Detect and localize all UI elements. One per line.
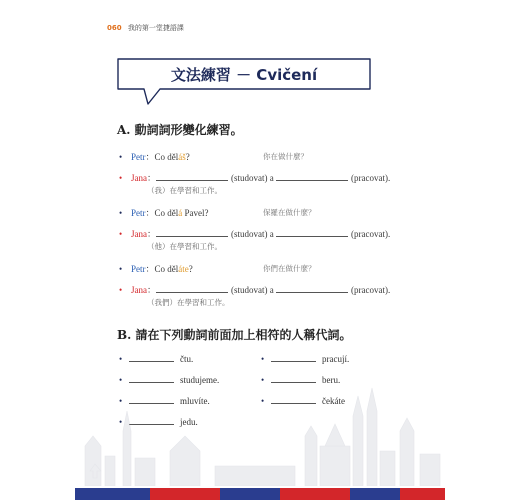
answer-separator: ：	[147, 173, 157, 183]
prague-skyline-illustration	[75, 376, 445, 486]
list-item: • jedu.	[119, 417, 198, 427]
speaker-name: Petr	[131, 208, 146, 218]
answer-blank[interactable]	[271, 354, 316, 362]
answer-blank[interactable]	[156, 229, 228, 237]
answer-line	[119, 227, 390, 240]
answer-line	[119, 283, 390, 296]
question-suffix: Pavel?	[182, 208, 209, 218]
question-line	[119, 206, 209, 219]
answer-hint-2: (pracovat).	[351, 173, 391, 183]
question-translation: 保羅在做什麼？	[263, 208, 316, 217]
answer-hint-2: (pracovat).	[351, 229, 391, 239]
verb-ending: áte	[178, 264, 189, 274]
question-line	[119, 150, 190, 163]
answer-translation: （他）在學習和工作。	[147, 242, 222, 251]
section-a-heading: A. 動詞詞形變化練習。	[117, 123, 243, 137]
speaker-name: Jana	[131, 285, 147, 295]
answer-blank[interactable]	[276, 285, 348, 293]
bullet-icon: •	[119, 208, 123, 218]
answer-blank[interactable]	[276, 229, 348, 237]
verb-stem: děl	[167, 264, 179, 274]
title-box	[0, 0, 520, 120]
bullet-icon: •	[119, 173, 123, 183]
answer-blank[interactable]	[156, 173, 228, 181]
answer-blank[interactable]	[129, 354, 174, 362]
list-item: • čekáte	[261, 396, 345, 406]
exercise-title: 文法練習 － Cvičení	[170, 66, 318, 84]
question-prefix: ：Co	[145, 264, 168, 274]
answer-translation: （我們）在學習和工作。	[147, 298, 230, 307]
list-item: • čtu.	[119, 354, 194, 364]
bullet-icon: •	[119, 229, 123, 239]
list-item: • beru.	[261, 375, 341, 385]
verb-ending: áš	[178, 152, 186, 162]
flag-stripe-decoration	[0, 488, 520, 500]
answer-separator: ：	[147, 285, 157, 295]
answer-blank[interactable]	[156, 285, 228, 293]
list-item: • mluvíte.	[119, 396, 210, 406]
bullet-icon: •	[119, 285, 123, 295]
question-translation: 你在做什麼？	[263, 152, 308, 161]
question-suffix: ?	[185, 152, 190, 162]
speaker-name: Petr	[131, 264, 146, 274]
list-item: • pracují.	[261, 354, 350, 364]
answer-hint-1: (studovat) a	[231, 229, 274, 239]
answer-hint-2: (pracovat).	[351, 285, 391, 295]
bullet-icon: •	[119, 264, 123, 274]
page-number: 060	[107, 24, 122, 32]
verb-ending: á	[178, 208, 183, 218]
section-b-heading: B. 請在下列動詞前面加上相符的人稱代詞。	[117, 328, 352, 342]
question-line	[119, 262, 193, 275]
answer-separator: ：	[147, 229, 157, 239]
answer-blank[interactable]	[276, 173, 348, 181]
verb-stem: děl	[167, 208, 179, 218]
answer-hint-1: (studovat) a	[231, 285, 274, 295]
book-title: 我的第一堂捷語課	[127, 24, 184, 32]
question-prefix: ：Co	[145, 152, 168, 162]
answer-line	[119, 171, 390, 184]
answer-hint-1: (studovat) a	[231, 173, 274, 183]
question-translation: 你們在做什麼？	[263, 264, 316, 273]
answer-translation: （我）在學習和工作。	[147, 186, 222, 195]
speaker-name: Petr	[131, 152, 146, 162]
speaker-name: Jana	[131, 229, 147, 239]
speaker-name: Jana	[131, 173, 147, 183]
verb-stem: děl	[167, 152, 179, 162]
question-suffix: ?	[188, 264, 193, 274]
question-prefix: ：Co	[145, 208, 168, 218]
bullet-icon: •	[119, 152, 123, 162]
list-item: • studujeme.	[119, 375, 220, 385]
